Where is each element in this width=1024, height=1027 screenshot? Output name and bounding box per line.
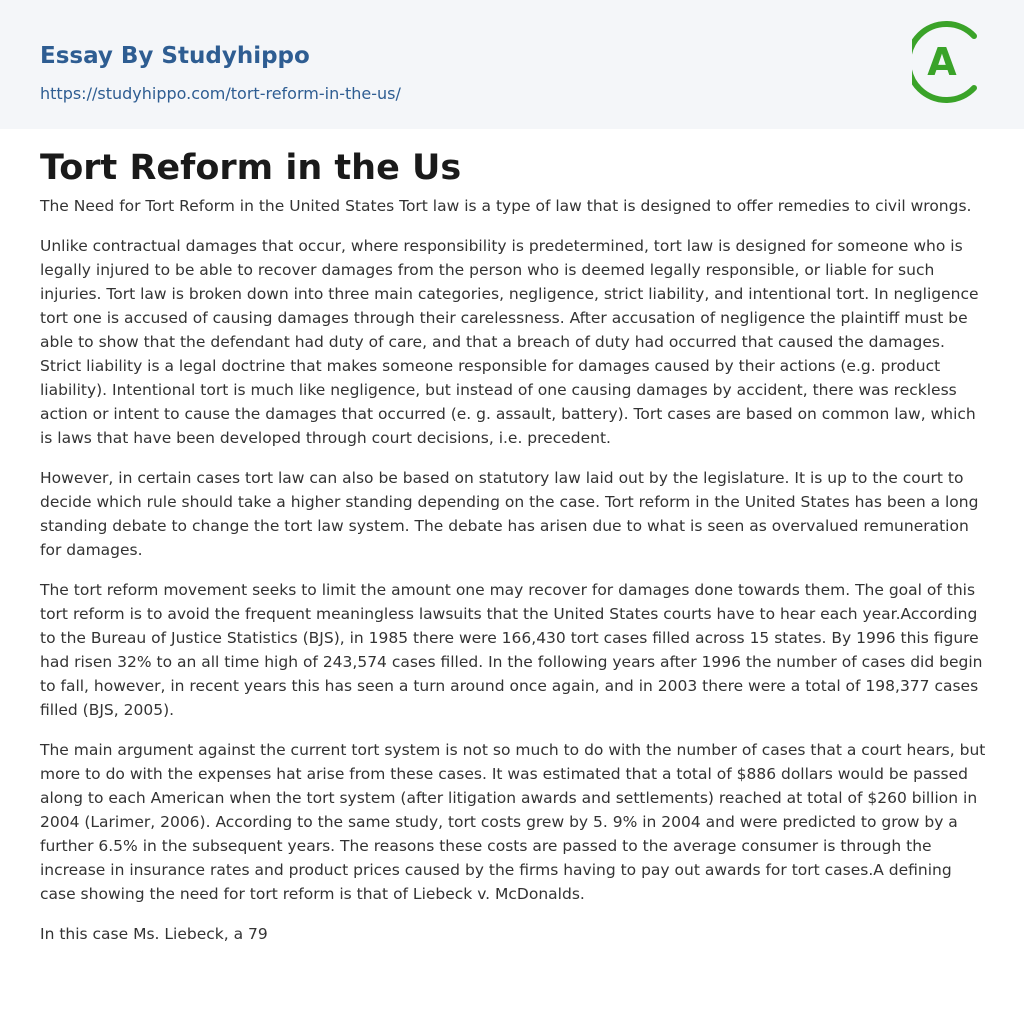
paragraph: Unlike contractual damages that occur, where responsibility is predetermined, tort law is designed for someone who is legally injured to be able to recover damages from the person who is deemed legally responsible, or liable for such injuries. Tort law is broken down into three main categories, negligence, strict liability, and intentional tort. In negligence tort one is accused of causing damages through their carelessness. After accusation of negligence the plaintiff must be able to show that the defendant had duty of care, and that a breach of duty had occurred that caused the damages. Strict liability is a legal doctrine that makes someone responsible for damages caused by their actions (e.g. product liability). Intentional tort is much like negligence, but instead of one causing damages by accident, there was reckless action or intent to cause the damages that occurred (e. g. assault, battery). Tort cases are based on common law, which is laws that have been developed through court decisions, i.e. precedent. (40, 237, 979, 447)
source-url-link[interactable]: https://studyhippo.com/tort-reform-in-the-us/ (40, 84, 401, 103)
site-brand[interactable]: Essay By Studyhippo (40, 43, 310, 69)
paragraph: The main argument against the current tort system is not so much to do with the number of cases that a court hears, but more to do with the expenses hat arise from these cases. It was estimated that a total of $886 dollars would be passed along to each American when the tort system (after litigation awards and settlements) reached at total of $260 billion in 2004 (Larimer, 2006). According to the same study, tort costs grew by 5. 9% in 2004 and were predicted to grow by a further 6.5% in the subsequent years. The reasons these costs are passed to the average consumer is through the increase in insurance rates and product prices caused by the firms having to pay out awards for tort cases.A defining case showing the need for tort reform is that of Liebeck v. McDonalds. (40, 741, 986, 903)
logo-letter: A (927, 40, 957, 84)
paragraph: However, in certain cases tort law can also be based on statutory law laid out by the legislature. It is up to the court to decide which rule should take a higher standing depending on the case. Tort reform in the United States has been a long standing debate to change the tort law system. The debate has arisen due to what is seen as overvalued remuneration for damages. (40, 469, 979, 559)
paragraph: The Need for Tort Reform in the United States Tort law is a type of law that is designed to offer remedies to civil wrongs. (40, 197, 972, 215)
studyhippo-logo-icon[interactable] (912, 18, 988, 106)
paragraph: In this case Ms. Liebeck, a 79 (40, 925, 268, 943)
article-title: Tort Reform in the Us (40, 148, 462, 188)
article-body (40, 194, 986, 962)
paragraph: The tort reform movement seeks to limit the amount one may recover for damages done towards them. The goal of this tort reform is to avoid the frequent meaningless lawsuits that the United States courts have to hear each year.According to the Bureau of Justice Statistics (BJS), in 1985 there were 166,430 tort cases filled across 15 states. By 1996 this figure had risen 32% to an all time high of 243,574 cases filled. In the following years after 1996 the number of cases did begin to fall, however, in recent years this has seen a turn around once again, and in 2003 there were a total of 198,377 cases filled (BJS, 2005). (40, 581, 983, 719)
